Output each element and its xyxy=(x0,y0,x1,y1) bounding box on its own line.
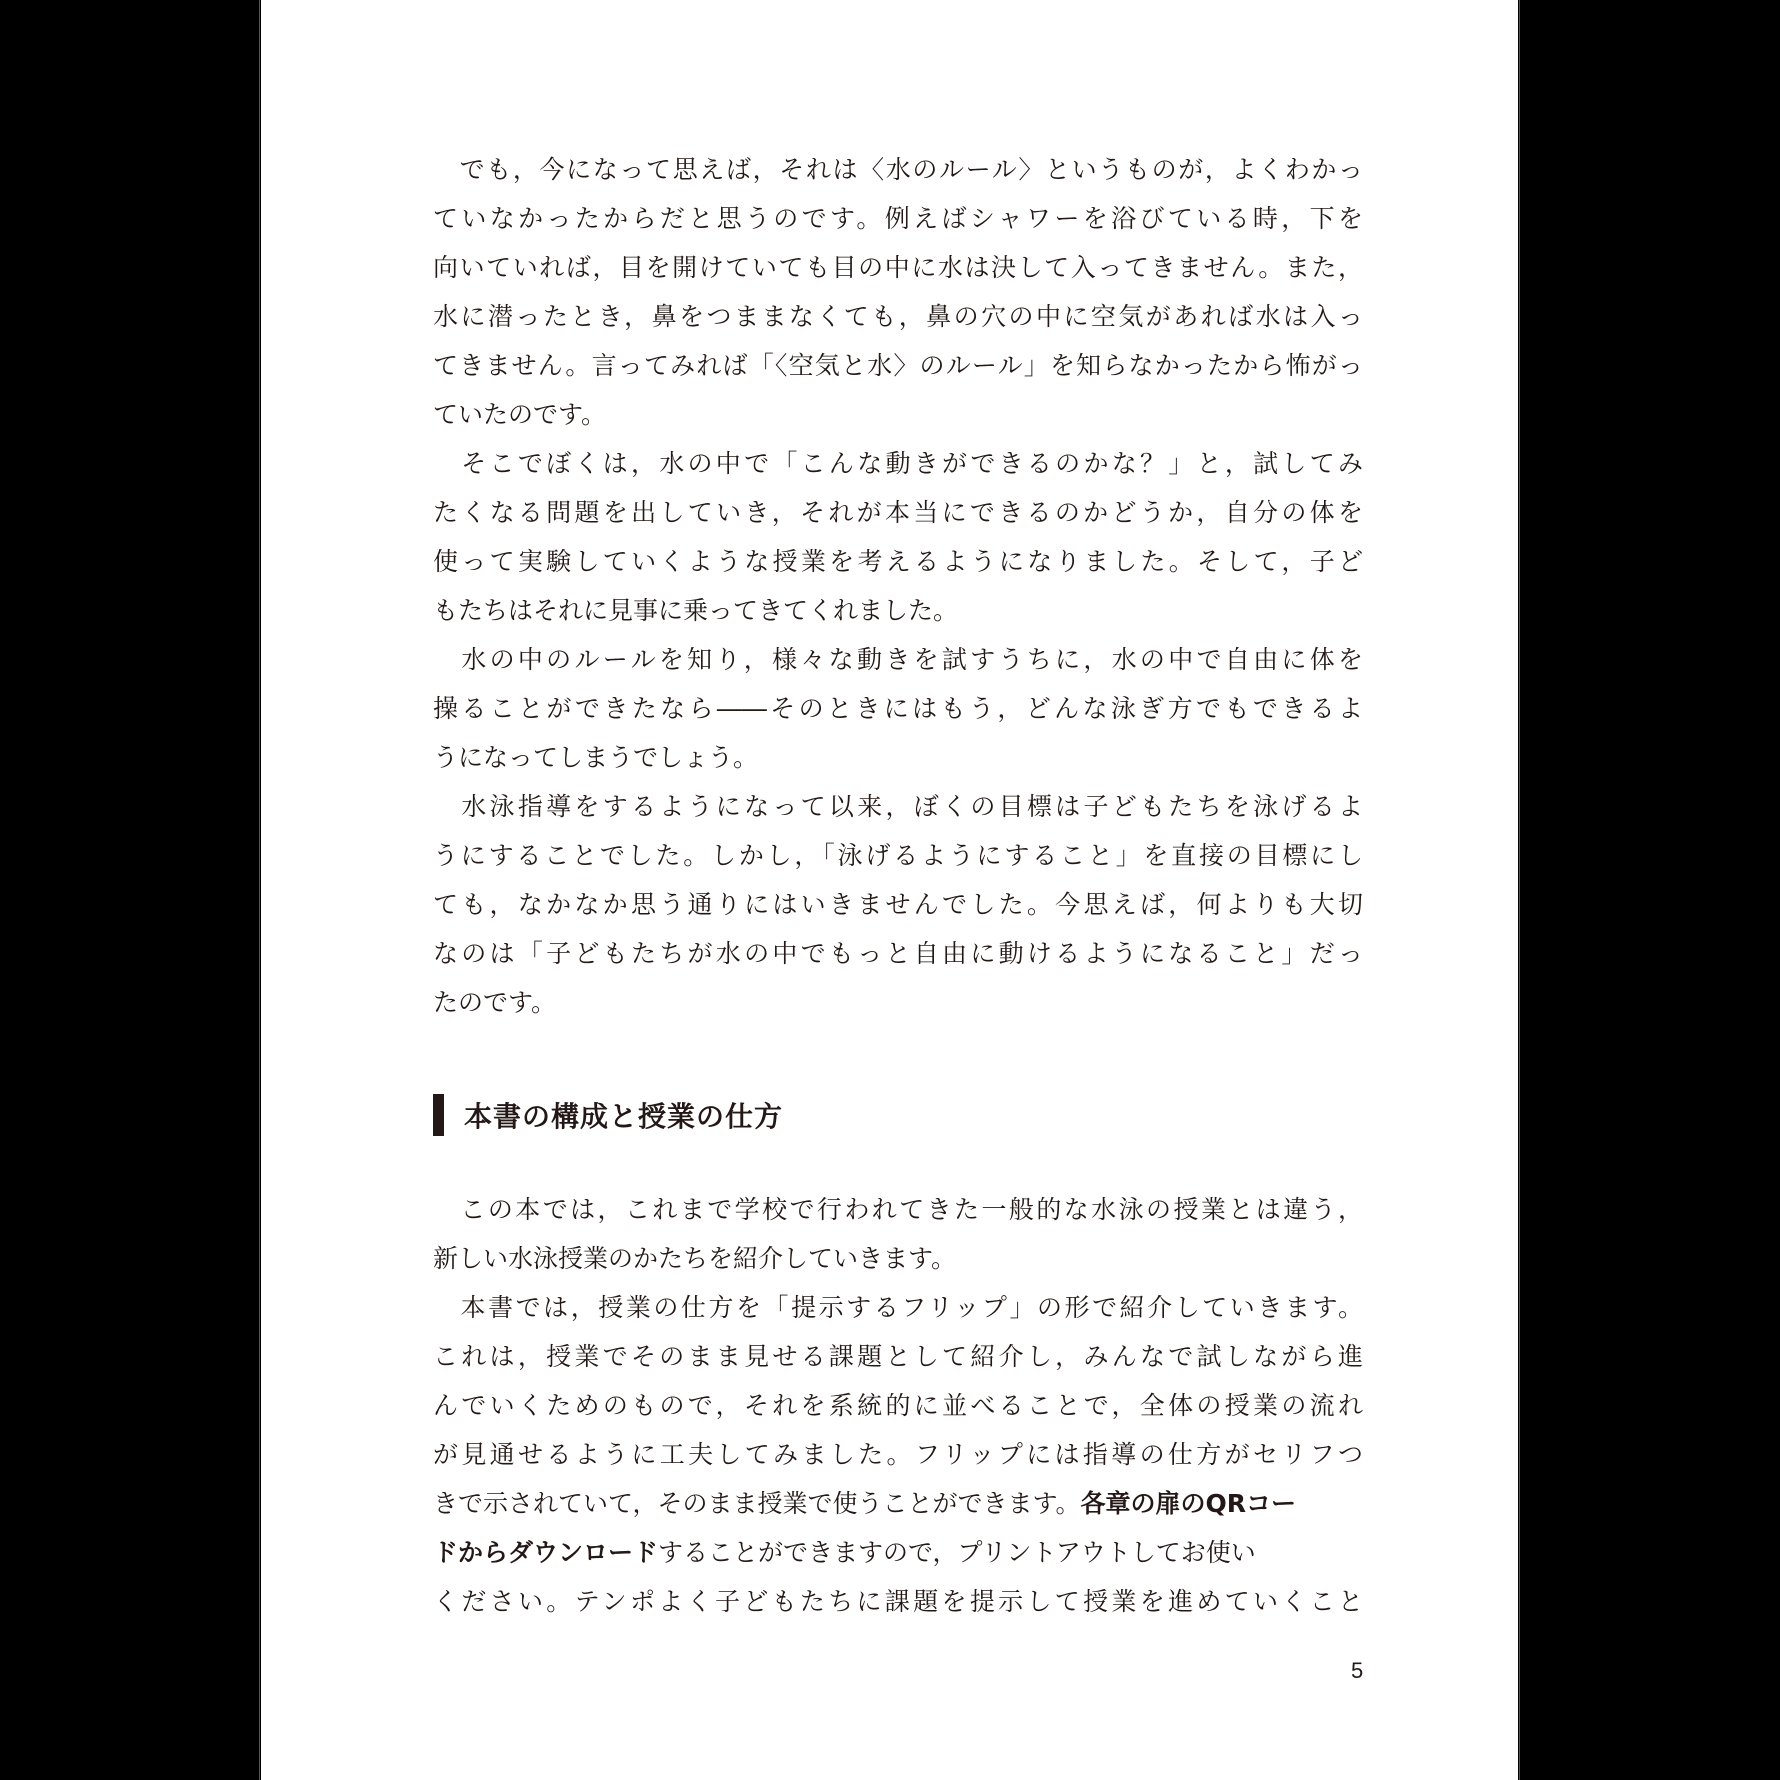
text-line xyxy=(433,635,1363,684)
text-line-content: なのは「子どもたちが水の中でもっと自由に動けるようになること」だっ xyxy=(433,939,1363,968)
text-line-content: が見通せるように工夫してみました。フリップには指導の仕方がセリフつ xyxy=(433,1440,1363,1469)
text-line xyxy=(433,1332,1363,1381)
heading-bar-icon xyxy=(433,1094,444,1136)
text-line-content: ていなかったからだと思うのです。例えばシャワーを浴びている時，下を xyxy=(433,204,1363,233)
text-line-content: うにすることでした。しかし，「泳げるようにすること」を直接の目標にし xyxy=(433,841,1363,870)
page-edge-left xyxy=(259,0,260,1780)
text-line xyxy=(433,929,1363,978)
page-edge-right xyxy=(1519,0,1520,1780)
section-heading xyxy=(433,1093,783,1137)
text-line xyxy=(433,145,1363,194)
text-line-content: てきません。言ってみれば「〈空気と水〉のルール」を知らなかったから怖がっ xyxy=(433,351,1363,380)
bold-text-segment: ドからダウンロード xyxy=(433,1538,659,1567)
text-line xyxy=(433,1185,1363,1234)
text-line xyxy=(433,292,1363,341)
text-line-content: 操ることができたなら――そのときにはもう，どんな泳ぎ方でもできるよ xyxy=(433,694,1363,723)
text-segment: することができますので，プリントアウトしてお使い xyxy=(658,1538,1256,1567)
text-line-content: でも，今になって思えば，それは〈水のルール〉というものが，よくわかっ xyxy=(433,155,1363,184)
text-line xyxy=(433,1283,1363,1332)
text-line xyxy=(433,243,1363,292)
text-line xyxy=(433,537,1363,586)
text-line xyxy=(433,1430,1363,1479)
text-line xyxy=(433,733,1363,782)
text-line-content: 向いていれば，目を開けていても目の中に水は決して入ってきません。また， xyxy=(433,253,1363,282)
text-line xyxy=(433,978,1363,1027)
text-line xyxy=(433,1528,1363,1577)
text-line-content: ても，なかなか思う通りにはいきませんでした。今思えば，何よりも大切 xyxy=(433,890,1363,919)
text-line xyxy=(433,390,1363,439)
text-line-content: んでいくためのもので，それを系統的に並べることで，全体の授業の流れ xyxy=(433,1391,1363,1420)
text-line xyxy=(433,1479,1363,1528)
text-line xyxy=(433,684,1363,733)
text-line xyxy=(433,782,1363,831)
text-line xyxy=(433,831,1363,880)
page-number: 5 xyxy=(1351,1658,1364,1683)
text-line xyxy=(433,439,1363,488)
text-line xyxy=(433,1381,1363,1430)
text-line xyxy=(433,1577,1363,1626)
text-line-content: 本書では，授業の仕方を「提示するフリップ」の形で紹介していきます。 xyxy=(433,1293,1363,1322)
text-line xyxy=(433,586,1363,635)
bold-text-segment: 各章の扉のQRコー xyxy=(1080,1489,1297,1518)
heading-text: 本書の構成と授業の仕方 xyxy=(464,1100,784,1133)
text-line-content: もたちはそれに見事に乗ってきてくれました。 xyxy=(433,596,959,625)
text-line-content: これは，授業でそのまま見せる課題として紹介し，みんなで試しながら進 xyxy=(433,1342,1363,1371)
body-text-section-1 xyxy=(433,145,1363,1027)
text-line-content: たのです。 xyxy=(433,988,557,1017)
text-line-content: 使って実験していくような授業を考えるようになりました。そして，子ど xyxy=(433,547,1363,576)
body-text-section-2 xyxy=(433,1185,1363,1626)
text-line-content: 新しい水泳授業のかたちを紹介していきます。 xyxy=(433,1244,957,1273)
text-line-content: この本では，これまで学校で行われてきた一般的な水泳の授業とは違う， xyxy=(433,1195,1363,1224)
text-line-content: ていたのです。 xyxy=(433,400,607,429)
text-line-content: ください。テンポよく子どもたちに課題を提示して授業を進めていくこと xyxy=(433,1587,1363,1616)
text-line xyxy=(433,488,1363,537)
text-line-content: うになってしまうでしょう。 xyxy=(433,743,759,772)
text-line xyxy=(433,341,1363,390)
text-line-content: 水に潜ったとき，鼻をつままなくても，鼻の穴の中に空気があれば水は入っ xyxy=(433,302,1363,331)
text-line xyxy=(433,1234,1363,1283)
text-segment: きで示されていて，そのまま授業で使うことができます。 xyxy=(433,1489,1081,1518)
text-line-content: たくなる問題を出していき，それが本当にできるのかどうか，自分の体を xyxy=(433,498,1363,527)
text-line-content: そこでぼくは，水の中で「こんな動きができるのかな？」と，試してみ xyxy=(433,449,1363,478)
text-line-content: 水の中のルールを知り，様々な動きを試すうちに，水の中で自由に体を xyxy=(433,645,1363,674)
text-line-content: 水泳指導をするようになって以来，ぼくの目標は子どもたちを泳げるよ xyxy=(433,792,1363,821)
text-line xyxy=(433,194,1363,243)
text-line xyxy=(433,880,1363,929)
